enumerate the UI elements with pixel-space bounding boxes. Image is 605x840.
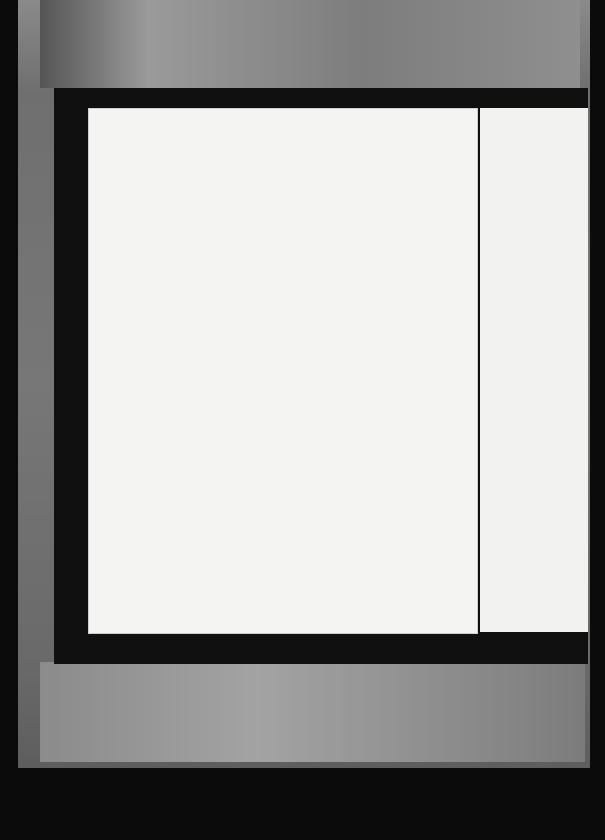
film-bottom-area xyxy=(40,662,585,762)
ledger-page-continuation xyxy=(480,108,588,632)
ledger-page xyxy=(88,108,478,634)
footer-bar xyxy=(0,768,605,840)
film-top-area xyxy=(40,0,580,88)
